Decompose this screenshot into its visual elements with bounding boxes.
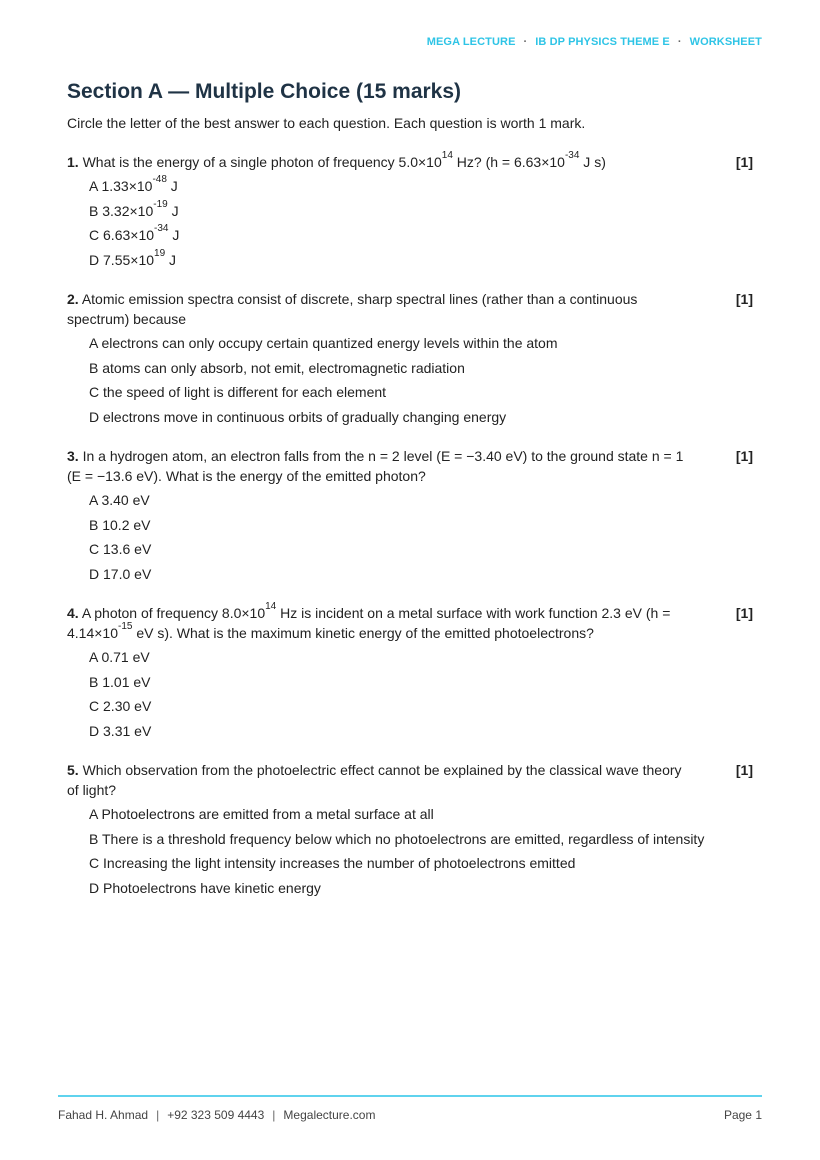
option-unit: J <box>168 227 180 243</box>
option-value: 6.63×10 <box>103 227 155 243</box>
question-text-part: A photon of frequency 8.0×10 <box>81 605 266 621</box>
question-4 <box>67 603 757 745</box>
option-text: 3.40 eV <box>101 492 150 508</box>
option-unit: J <box>167 202 179 219</box>
options-list <box>67 647 757 745</box>
option-text: 1.01 eV <box>102 673 151 690</box>
question-5 <box>67 760 757 902</box>
footer-website[interactable]: Megalecture.com <box>283 1108 376 1122</box>
option-text: There is a threshold frequency below which no photoelectrons are emitted, regardless of intensity <box>101 830 705 847</box>
question-4-text <box>67 603 692 643</box>
option-a[interactable] <box>89 804 757 829</box>
option-text: 10.2 eV <box>102 516 151 533</box>
option-label: A <box>89 492 98 508</box>
question-text-part: eV s). What is the maximum kinetic energy of the emitted photoelectrons? <box>132 625 594 641</box>
option-label: B <box>89 673 99 690</box>
question-text-part: What is the energy of a single photon of frequency 5.0×10 <box>82 154 442 170</box>
option-a[interactable] <box>89 647 757 672</box>
footer-author: Fahad H. Ahmad <box>58 1108 149 1122</box>
question-number: 3. <box>67 448 79 464</box>
option-label: B <box>89 202 99 219</box>
header-separator: · <box>523 36 528 48</box>
exponent: -15 <box>118 621 133 633</box>
question-2-text <box>67 289 692 329</box>
option-label: A <box>89 649 98 665</box>
exponent: -48 <box>152 174 167 186</box>
exponent: 14 <box>441 150 453 162</box>
option-b[interactable] <box>89 515 757 540</box>
option-label: C <box>89 227 100 243</box>
option-a[interactable] <box>89 490 757 515</box>
option-text: Photoelectrons are emitted from a metal surface at all <box>101 806 434 822</box>
options-list <box>67 490 757 588</box>
question-5-text <box>67 760 692 800</box>
question-mark: [1] <box>735 448 753 464</box>
exponent: 14 <box>265 601 277 613</box>
option-label: C <box>89 855 100 871</box>
option-unit: J <box>166 178 178 194</box>
page-header <box>427 36 762 48</box>
question-text: Which observation from the photoelectric effect cannot be explained by the classical wave theory of light? <box>67 762 682 798</box>
option-label: B <box>89 830 99 847</box>
option-d[interactable] <box>89 247 757 275</box>
option-label: A <box>89 178 98 194</box>
options-list <box>67 804 757 902</box>
option-d[interactable] <box>89 407 757 432</box>
option-text: 2.30 eV <box>103 698 152 714</box>
exponent: -19 <box>153 198 168 210</box>
option-c[interactable] <box>89 382 757 407</box>
option-value: 7.55×10 <box>103 251 155 268</box>
option-c[interactable] <box>89 539 757 564</box>
option-b[interactable] <box>89 358 757 383</box>
exponent: -34 <box>564 150 580 162</box>
question-text: Atomic emission spectra consist of discrete, sharp spectral lines (rather than a continuous spectrum) because <box>67 291 638 327</box>
question-number: 4. <box>67 605 79 621</box>
question-number: 1. <box>67 154 79 170</box>
header-doc-type: WORKSHEET <box>689 36 762 48</box>
option-d[interactable] <box>89 878 757 903</box>
option-c[interactable] <box>89 225 757 250</box>
option-c[interactable] <box>89 696 757 721</box>
footer-contact <box>58 1108 375 1122</box>
question-3-text <box>67 446 692 486</box>
option-a[interactable] <box>89 333 757 358</box>
option-label: B <box>89 516 99 533</box>
question-mark: [1] <box>735 605 753 621</box>
option-b[interactable] <box>89 829 757 854</box>
option-text: 13.6 eV <box>103 541 152 557</box>
option-c[interactable] <box>89 853 757 878</box>
question-mark: [1] <box>735 291 753 307</box>
option-text: 17.0 eV <box>103 565 152 582</box>
option-b[interactable] <box>89 672 757 697</box>
footer-separator: | <box>156 1108 160 1122</box>
option-d[interactable] <box>89 721 757 746</box>
option-text: electrons move in continuous orbits of gradually changing energy <box>103 408 507 425</box>
option-label: C <box>89 384 100 400</box>
question-2 <box>67 289 757 431</box>
option-text: Photoelectrons have kinetic energy <box>103 879 321 896</box>
footer-separator: | <box>272 1108 276 1122</box>
footer-phone: +92 323 509 4443 <box>167 1108 265 1122</box>
options-list <box>67 333 757 431</box>
question-3 <box>67 446 757 588</box>
option-value: 3.32×10 <box>102 202 154 219</box>
option-label: D <box>89 879 100 896</box>
question-number: 5. <box>67 762 79 778</box>
option-text: 0.71 eV <box>101 649 150 665</box>
option-label: C <box>89 698 100 714</box>
option-label: A <box>89 806 98 822</box>
exponent: -34 <box>154 223 169 235</box>
footer-divider <box>58 1095 762 1097</box>
question-mark: [1] <box>735 762 753 778</box>
option-label: C <box>89 541 100 557</box>
option-text: the speed of light is different for each element <box>103 384 387 400</box>
question-text-part: J s) <box>579 154 606 170</box>
section-instructions: Circle the letter of the best answer to each question. Each question is worth 1 mark. <box>67 115 586 131</box>
option-label: D <box>89 722 100 739</box>
options-list <box>67 176 757 274</box>
question-text-part: Hz? (h = 6.63×10 <box>452 154 565 170</box>
option-label: D <box>89 251 100 268</box>
header-separator: · <box>677 36 682 48</box>
option-unit: J <box>165 251 177 268</box>
page-number: Page 1 <box>723 1108 762 1122</box>
option-label: D <box>89 408 100 425</box>
option-text: electrons can only occupy certain quantized energy levels within the atom <box>101 335 558 351</box>
question-mark: [1] <box>735 154 753 170</box>
question-1-text <box>67 152 692 172</box>
question-number: 2. <box>67 291 79 307</box>
option-label: A <box>89 335 98 351</box>
section-title: Section A — Multiple Choice (15 marks) <box>67 80 462 103</box>
option-a[interactable] <box>89 176 757 201</box>
option-text: atoms can only absorb, not emit, electromagnetic radiation <box>102 359 465 376</box>
option-text: 3.31 eV <box>103 722 152 739</box>
option-b[interactable] <box>89 198 757 226</box>
question-text: In a hydrogen atom, an electron falls from the n = 2 level (E = −3.40 eV) to the ground state n = 1 (E = −13.6 eV). What is the energy of the emitted photon? <box>67 448 684 484</box>
option-text: Increasing the light intensity increases the number of photoelectrons emitted <box>103 855 576 871</box>
question-1 <box>67 152 757 274</box>
header-brand: MEGA LECTURE <box>426 36 516 48</box>
question-text-part: Hz is incident on a metal surface with work function 2.3 eV (h = 4.14×10 <box>67 605 671 641</box>
option-label: B <box>89 359 99 376</box>
option-value: 1.33×10 <box>101 178 153 194</box>
exponent: 19 <box>154 247 166 259</box>
option-d[interactable] <box>89 564 757 589</box>
option-label: D <box>89 565 100 582</box>
header-course: IB DP PHYSICS THEME E <box>535 36 670 48</box>
